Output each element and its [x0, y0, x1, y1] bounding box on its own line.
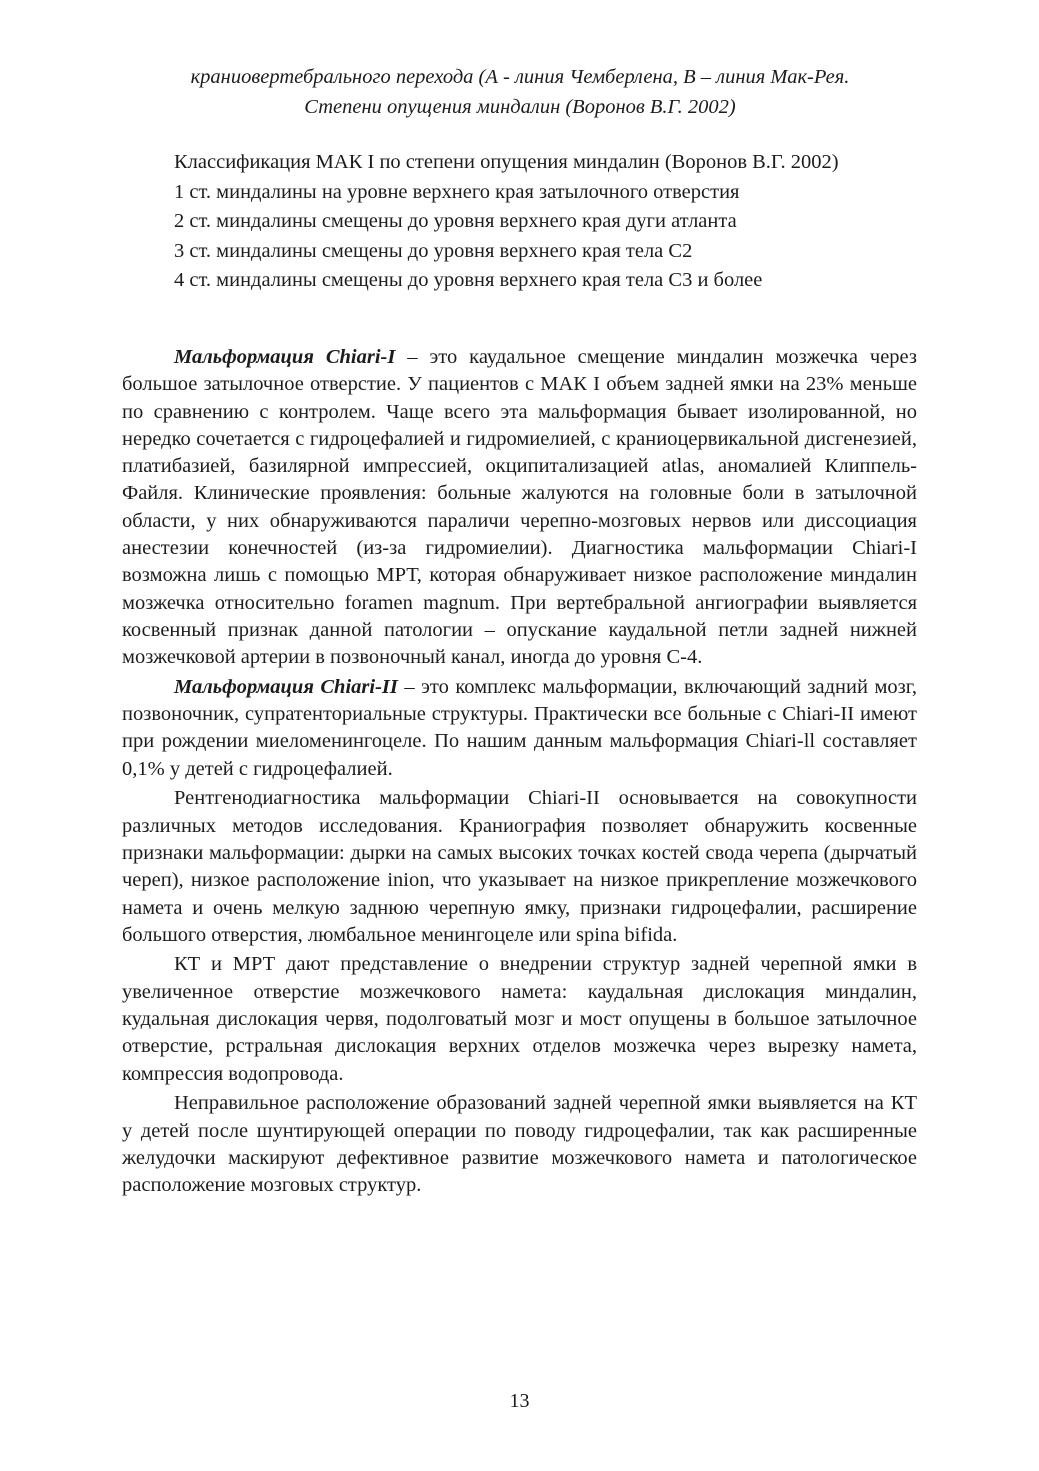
- page-number: 13: [509, 1390, 530, 1412]
- paragraph-text: – это каудальное смещение миндалин мозжечка через большое затылочное отверстие. У пациентов с МАК I объем задней ямки на 23% меньше по сравнению с контролем. Чаще всего эта мальформация бывает изолированной, но нередко сочетается с гидроцефалией и гидромиелией, с краниоцервикальной дисгенезией, платибазией, базилярной импрессией, окципитализацией atlas, аномалией Клиппель-Файля. Клинические проявления: больные жалуются на головные боли в затылочной области, у них обнаруживаются параличи черепно-мозговых нервов или диссоциация анестезии конечностей (из-за гидромиелии). Диагностика мальформации Chiari-I возможна лишь с помощью МРТ, которая обнаруживает низкое расположение миндалин мозжечка относительно foramen magnum. При вертебральной ангиографии выявляется косвенный признак данной патологии – опускание каудальной петли задней нижней мозжечковой артерии в позвоночный канал, иногда до уровня С-4.: [122, 346, 917, 669]
- classification-block: [122, 148, 917, 296]
- caption-line-2: Степени опущения миндалин (Воронов В.Г. 2002): [304, 96, 736, 118]
- classification-item-2: 2 ст. миндалины смещены до уровня верхнего края дуги атланта: [174, 210, 737, 232]
- paragraph-text: Неправильное расположение образований задней черепной ямки выявляется на КТ у детей после шунтирующей операции по поводу гидроцефалии, так как расширенные желудочки маскируют дефективное развитие мозжечкового намета и патологическое расположение мозговых структур.: [122, 1092, 917, 1197]
- classification-item-1: 1 ст. миндалины на уровне верхнего края затылочного отверстия: [174, 180, 740, 203]
- paragraph-text: Рентгенодиагностика мальформации Chiari-II основывается на совокупности различных методов исследования. Краниография позволяет обнаружить косвенные признаки мальформации: дырки на самых высоких точках костей свода черепа (дырчатый череп), низкое расположение inion, что указывает на низкое прикрепление мозжечкового намета и очень мелкую заднюю черепную ямку, признаки гидроцефалии, расширение большого отверстия, люмбальное менингоцеле или spina bifida.: [122, 787, 917, 946]
- classification-item-4: 4 ст. миндалины смещены до уровня верхнего края тела С3 и более: [174, 269, 763, 291]
- figure-caption: [120, 62, 920, 122]
- classification-intro: Классификация МАК I по степени опущения миндалин (Воронов В.Г. 2002): [174, 151, 839, 173]
- classification-item-3: 3 ст. миндалины смещены до уровня верхнего края тела С2: [174, 239, 693, 262]
- paragraph-chiari-1: [122, 344, 917, 672]
- term-chiari-1: Мальформация Chiari-I: [174, 346, 396, 368]
- paragraph-text: – это комплекс мальформации, включающий задний мозг, позвоночник, супратенториальные структуры. Практически все больные с Chiari-II имеют при рождении миеломенингоцеле. По нашим данным мальформация Chiari-ll составляет 0,1% у детей с гидроцефалией.: [122, 675, 917, 780]
- paragraph-ct-mri: [122, 951, 917, 1087]
- paragraph-chiari-2: [122, 674, 917, 783]
- term-chiari-2: Мальформация Chiari-II: [174, 675, 398, 698]
- paragraph-text: КТ и МРТ дают представление о внедрении структур задней черепной ямки в увеличенное отверстие мозжечкового намета: каудальная дислокация миндалин, кудальная дислокация червя, подолговатый мозг и мост опущены в большое затылочное отверстие, рстральная дислокация верхних отделов мозжечка через вырезку намета, компрессия водопровода.: [122, 953, 917, 1085]
- body-text: [122, 344, 917, 1199]
- paragraph-ct-children: [122, 1090, 917, 1199]
- caption-line-1: краниовертебрального перехода (А - линия Чемберлена, В – линия Мак-Рея.: [190, 66, 850, 88]
- paragraph-radiodiagnostics: [122, 785, 917, 949]
